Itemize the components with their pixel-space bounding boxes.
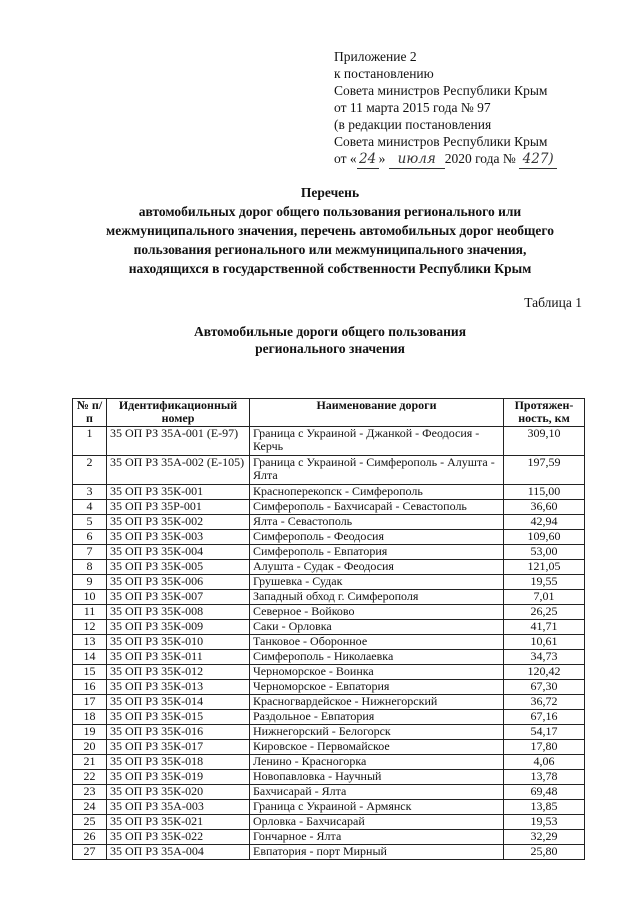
title-line: автомобильных дорог общего пользования регионального или	[138, 204, 522, 219]
appendix-line: от 11 марта 2015 года № 97	[334, 100, 491, 115]
cell-length: 4,06	[504, 754, 585, 769]
cell-number: 18	[73, 709, 107, 724]
table-row	[73, 514, 585, 529]
cell-road-name: Симферополь - Феодосия	[250, 529, 504, 544]
cell-length: 41,71	[504, 619, 585, 634]
subtitle-line: Автомобильные дороги общего пользования	[194, 324, 466, 339]
table-row	[73, 679, 585, 694]
table-row	[73, 634, 585, 649]
cell-id: 35 ОП РЗ 35К-017	[107, 739, 250, 754]
cell-length: 19,55	[504, 574, 585, 589]
cell-road-name: Ленино - Красногорка	[250, 754, 504, 769]
cell-road-name: Нижнегорский - Белогорск	[250, 724, 504, 739]
cell-road-name: Черноморское - Воинка	[250, 664, 504, 679]
table-row	[73, 844, 585, 859]
table-row	[73, 484, 585, 499]
cell-road-name: Черноморское - Евпатория	[250, 679, 504, 694]
cell-number: 27	[73, 844, 107, 859]
cell-road-name: Раздольное - Евпатория	[250, 709, 504, 724]
title-line: межмуниципального значения, перечень автомобильных дорог необщего	[106, 223, 554, 238]
cell-road-name: Граница с Украиной - Симферополь - Алушта - Ялта	[250, 455, 504, 484]
appendix-line: (в редакции постановления	[334, 117, 492, 132]
cell-id: 35 ОП РЗ 35К-001	[107, 484, 250, 499]
title-line: находящихся в государственной собственности Республики Крым	[128, 261, 532, 276]
cell-length: 197,59	[504, 455, 585, 484]
cell-id: 35 ОП РЗ 35К-011	[107, 649, 250, 664]
cell-number: 14	[73, 649, 107, 664]
cell-number: 12	[73, 619, 107, 634]
date-prefix: от «	[334, 151, 357, 166]
cell-number: 13	[73, 634, 107, 649]
table-row	[73, 799, 585, 814]
document-title	[20, 183, 640, 278]
cell-id: 35 ОП РЗ 35К-012	[107, 664, 250, 679]
table-row	[73, 544, 585, 559]
cell-id: 35 ОП РЗ 35А-004	[107, 844, 250, 859]
cell-length: 109,60	[504, 529, 585, 544]
cell-length: 13,85	[504, 799, 585, 814]
cell-road-name: Грушевка - Судак	[250, 574, 504, 589]
appendix-line: Совета министров Республики Крым	[334, 134, 548, 149]
table-header-row	[73, 399, 585, 427]
table-row	[73, 559, 585, 574]
cell-id: 35 ОП РЗ 35К-006	[107, 574, 250, 589]
cell-road-name: Северное - Войково	[250, 604, 504, 619]
cell-id: 35 ОП РЗ 35К-013	[107, 679, 250, 694]
table-row	[73, 499, 585, 514]
table-row	[73, 709, 585, 724]
cell-road-name: Западный обход г. Симферополя	[250, 589, 504, 604]
cell-length: 309,10	[504, 426, 585, 455]
cell-id: 35 ОП РЗ 35К-004	[107, 544, 250, 559]
cell-length: 34,73	[504, 649, 585, 664]
cell-length: 36,60	[504, 499, 585, 514]
handwritten-month: июля	[389, 151, 445, 169]
cell-id: 35 ОП РЗ 35К-010	[107, 634, 250, 649]
cell-number: 3	[73, 484, 107, 499]
cell-length: 10,61	[504, 634, 585, 649]
cell-length: 121,05	[504, 559, 585, 574]
handwritten-day: 24	[357, 151, 379, 169]
table-row	[73, 589, 585, 604]
title-line: Перечень	[300, 185, 360, 200]
cell-road-name: Гончарное - Ялта	[250, 829, 504, 844]
cell-length: 67,16	[504, 709, 585, 724]
cell-number: 2	[73, 455, 107, 484]
cell-id: 35 ОП РЗ 35А-001 (Е-97)	[107, 426, 250, 455]
cell-id: 35 ОП РЗ 35К-019	[107, 769, 250, 784]
cell-length: 42,94	[504, 514, 585, 529]
cell-id: 35 ОП РЗ 35К-015	[107, 709, 250, 724]
handwritten-number: 427)	[519, 151, 557, 169]
cell-length: 17,80	[504, 739, 585, 754]
cell-id: 35 ОП РЗ 35К-003	[107, 529, 250, 544]
cell-road-name: Ялта - Севастополь	[250, 514, 504, 529]
table-row	[73, 619, 585, 634]
title-line: пользования регионального или межмуниципального значения,	[133, 242, 527, 257]
cell-number: 16	[73, 679, 107, 694]
cell-number: 11	[73, 604, 107, 619]
cell-road-name: Симферополь - Бахчисарай - Севастополь	[250, 499, 504, 514]
table-row	[73, 769, 585, 784]
cell-number: 20	[73, 739, 107, 754]
table-label: Таблица 1	[524, 295, 582, 310]
cell-id: 35 ОП РЗ 35К-018	[107, 754, 250, 769]
cell-id: 35 ОП РЗ 35К-007	[107, 589, 250, 604]
cell-length: 7,01	[504, 589, 585, 604]
header-id: Идентификационный номер	[107, 399, 250, 427]
cell-number: 25	[73, 814, 107, 829]
table-row	[73, 724, 585, 739]
cell-length: 25,80	[504, 844, 585, 859]
cell-road-name: Симферополь - Николаевка	[250, 649, 504, 664]
cell-number: 6	[73, 529, 107, 544]
cell-number: 4	[73, 499, 107, 514]
cell-road-name: Симферополь - Евпатория	[250, 544, 504, 559]
cell-number: 21	[73, 754, 107, 769]
table-row	[73, 455, 585, 484]
cell-number: 7	[73, 544, 107, 559]
cell-id: 35 ОП РЗ 35А-002 (Е-105)	[107, 455, 250, 484]
date-year: 2020 года №	[444, 151, 516, 166]
cell-road-name: Бахчисарай - Ялта	[250, 784, 504, 799]
cell-road-name: Евпатория - порт Мирный	[250, 844, 504, 859]
header-length: Протяжен-ность, км	[504, 399, 585, 427]
cell-road-name: Танковое - Оборонное	[250, 634, 504, 649]
table-row	[73, 649, 585, 664]
cell-road-name: Орловка - Бахчисарай	[250, 814, 504, 829]
cell-length: 67,30	[504, 679, 585, 694]
cell-length: 36,72	[504, 694, 585, 709]
cell-length: 32,29	[504, 829, 585, 844]
cell-id: 35 ОП РЗ 35К-005	[107, 559, 250, 574]
table-row	[73, 784, 585, 799]
cell-road-name: Красногвардейское - Нижнегорский	[250, 694, 504, 709]
table-row	[73, 604, 585, 619]
table-row	[73, 694, 585, 709]
cell-length: 53,00	[504, 544, 585, 559]
table-row	[73, 664, 585, 679]
appendix-line: Приложение 2	[334, 49, 417, 64]
cell-id: 35 ОП РЗ 35К-020	[107, 784, 250, 799]
cell-length: 26,25	[504, 604, 585, 619]
cell-number: 17	[73, 694, 107, 709]
cell-length: 120,42	[504, 664, 585, 679]
table-subtitle	[20, 323, 640, 357]
cell-length: 13,78	[504, 769, 585, 784]
appendix-line: к постановлению	[334, 66, 434, 81]
cell-id: 35 ОП РЗ 35А-003	[107, 799, 250, 814]
cell-length: 54,17	[504, 724, 585, 739]
table-row	[73, 739, 585, 754]
cell-id: 35 ОП РЗ 35К-002	[107, 514, 250, 529]
cell-id: 35 ОП РЗ 35К-021	[107, 814, 250, 829]
subtitle-line: регионального значения	[255, 341, 405, 356]
cell-id: 35 ОП РЗ 35Р-001	[107, 499, 250, 514]
cell-length: 69,48	[504, 784, 585, 799]
cell-length: 115,00	[504, 484, 585, 499]
cell-number: 5	[73, 514, 107, 529]
cell-road-name: Граница с Украиной - Джанкой - Феодосия - Керчь	[250, 426, 504, 455]
cell-road-name: Красноперекопск - Симферополь	[250, 484, 504, 499]
cell-road-name: Кировское - Первомайское	[250, 739, 504, 754]
cell-number: 8	[73, 559, 107, 574]
table-row	[73, 829, 585, 844]
cell-road-name: Граница с Украиной - Армянск	[250, 799, 504, 814]
cell-number: 26	[73, 829, 107, 844]
cell-road-name: Саки - Орловка	[250, 619, 504, 634]
cell-length: 19,53	[504, 814, 585, 829]
cell-id: 35 ОП РЗ 35К-014	[107, 694, 250, 709]
table-row	[73, 754, 585, 769]
cell-number: 22	[73, 769, 107, 784]
cell-id: 35 ОП РЗ 35К-008	[107, 604, 250, 619]
roads-table	[72, 398, 585, 860]
appendix-date-line	[334, 150, 634, 169]
table-row	[73, 814, 585, 829]
cell-number: 15	[73, 664, 107, 679]
cell-id: 35 ОП РЗ 35К-009	[107, 619, 250, 634]
cell-road-name: Новопавловка - Научный	[250, 769, 504, 784]
cell-number: 1	[73, 426, 107, 455]
cell-id: 35 ОП РЗ 35К-022	[107, 829, 250, 844]
header-road-name: Наименование дороги	[250, 399, 504, 427]
cell-number: 10	[73, 589, 107, 604]
appendix-header	[334, 48, 634, 169]
header-number: № п/п	[73, 399, 107, 427]
date-mid: »	[378, 151, 389, 166]
table-row	[73, 529, 585, 544]
table-row	[73, 574, 585, 589]
cell-number: 9	[73, 574, 107, 589]
cell-number: 24	[73, 799, 107, 814]
cell-number: 19	[73, 724, 107, 739]
cell-id: 35 ОП РЗ 35К-016	[107, 724, 250, 739]
cell-road-name: Алушта - Судак - Феодосия	[250, 559, 504, 574]
table-row	[73, 426, 585, 455]
cell-number: 23	[73, 784, 107, 799]
appendix-line: Совета министров Республики Крым	[334, 83, 548, 98]
